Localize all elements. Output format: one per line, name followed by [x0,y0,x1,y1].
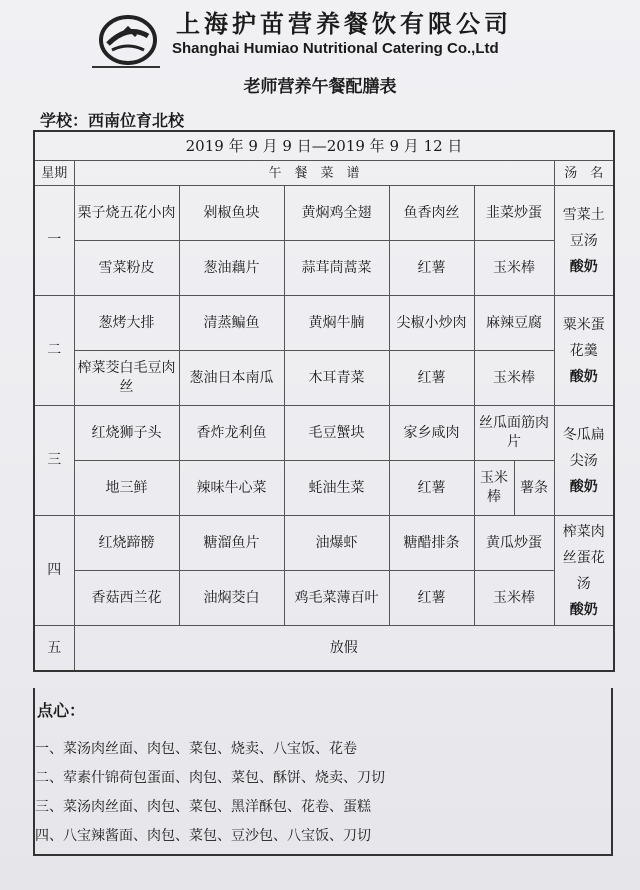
dish-cell: 黄瓜炒蛋 [474,516,554,571]
dish-cell: 栗子烧五花小肉 [74,186,179,241]
dish-cell: 剁椒鱼块 [179,186,284,241]
day-cell: 一 [34,186,74,296]
table-row [34,626,614,672]
soup-name: 粟米蛋花羹 [562,316,605,359]
dish-cell: 葱烤大排 [74,296,179,351]
company-name-cn: 上海护苗营养餐饮有限公司 [176,9,512,38]
snack-title: 点心： [37,701,86,720]
col-day-header: 星期 [34,161,74,186]
table-row [34,351,614,406]
date-range: 2019 年 9 月 9 日—2019 年 9 月 12 日 [34,131,614,161]
dish-cell: 麻辣豆腐 [474,296,554,351]
table-row [34,186,614,241]
dish-cell: 油焖茭白 [179,571,284,626]
soup-cell [554,406,614,516]
table-header-row [34,161,614,186]
dish-cell: 薯条 [514,461,554,515]
dish-cell: 鸡毛菜薄百叶 [284,571,389,626]
snack-line: 一、菜汤肉丝面、肉包、菜包、烧卖、八宝饭、花卷 [35,741,357,757]
dish-cell: 玉米棒 [474,351,554,406]
snack-line: 三、菜汤肉丝面、肉包、菜包、黑洋酥包、花卷、蛋糕 [35,799,371,815]
dish-cell: 油爆虾 [284,516,389,571]
soup-extra: 酸奶 [569,368,598,385]
dish-cell: 黄焖牛腩 [284,296,389,351]
dish-cell: 玉米棒 [474,241,554,296]
dish-cell: 糖溜鱼片 [179,516,284,571]
table-row [34,241,614,296]
table-row [34,296,614,351]
soup-name: 雪菜土豆汤 [562,206,605,249]
soup-cell [554,186,614,296]
dish-cell: 红薯 [389,241,474,296]
soup-cell [554,296,614,406]
school-name: 学校：西南位育北校 [40,111,185,130]
dish-cell: 毛豆蟹块 [284,406,389,461]
dish-cell: 丝瓜面筋肉片 [474,406,554,461]
table-row [34,516,614,571]
dish-cell: 榨菜茭白毛豆肉丝 [74,351,179,406]
day-cell: 四 [34,516,74,626]
dish-cell: 木耳青菜 [284,351,389,406]
dish-cell: 黄焖鸡全翅 [284,186,389,241]
dish-cell: 红薯 [389,461,474,516]
date-range-row [34,131,614,161]
document-title: 老师营养午餐配膳表 [243,77,397,97]
snack-section [33,688,613,856]
table-row [34,571,614,626]
dish-cell: 葱油藕片 [179,241,284,296]
table-row [34,406,614,461]
table-row [34,461,614,516]
day-cell: 二 [34,296,74,406]
dish-cell: 香炸龙利鱼 [179,406,284,461]
snack-line: 四、八宝辣酱面、肉包、菜包、豆沙包、八宝饭、刀切 [35,828,371,844]
dish-cell: 地三鲜 [74,461,179,516]
dish-cell: 韭菜炒蛋 [474,186,554,241]
dish-split-cell [474,461,554,516]
dish-cell: 蒜茸茼蒿菜 [284,241,389,296]
snack-line: 二、荤素什锦荷包蛋面、肉包、菜包、酥饼、烧卖、刀切 [35,770,385,786]
dish-cell: 玉米棒 [480,470,508,505]
company-name-en: Shanghai Humiao Nutritional Catering Co.,Ltd [172,40,499,57]
dish-cell: 尖椒小炒肉 [389,296,474,351]
soup-name: 榨菜肉丝蛋花汤 [562,523,605,592]
holiday-cell: 放假 [74,626,614,672]
soup-extra: 酸奶 [569,478,598,495]
soup-name: 冬瓜扁尖汤 [562,426,605,469]
header-underline [92,66,160,68]
day-cell: 五 [34,626,74,672]
dish-cell: 红薯 [389,351,474,406]
company-logo-icon [98,14,158,66]
soup-cell [554,516,614,626]
dish-cell: 香菇西兰花 [74,571,179,626]
soup-extra: 酸奶 [569,601,598,618]
day-cell: 三 [34,406,74,516]
dish-cell: 玉米棒 [474,571,554,626]
col-lunch-header: 午 餐 菜 谱 [74,161,554,186]
dish-cell: 红烧蹄髈 [74,516,179,571]
dish-cell: 红烧狮子头 [74,406,179,461]
dish-cell: 葱油日本南瓜 [179,351,284,406]
col-soup-header: 汤 名 [554,161,614,186]
dish-cell: 红薯 [389,571,474,626]
soup-extra: 酸奶 [569,258,598,275]
lunch-menu-table [33,130,615,672]
dish-cell: 鱼香肉丝 [389,186,474,241]
dish-cell: 蚝油生菜 [284,461,389,516]
dish-cell: 糖醋排条 [389,516,474,571]
dish-cell: 雪菜粉皮 [74,241,179,296]
dish-cell: 清蒸鳊鱼 [179,296,284,351]
dish-cell: 家乡咸肉 [389,406,474,461]
dish-cell: 辣味牛心菜 [179,461,284,516]
